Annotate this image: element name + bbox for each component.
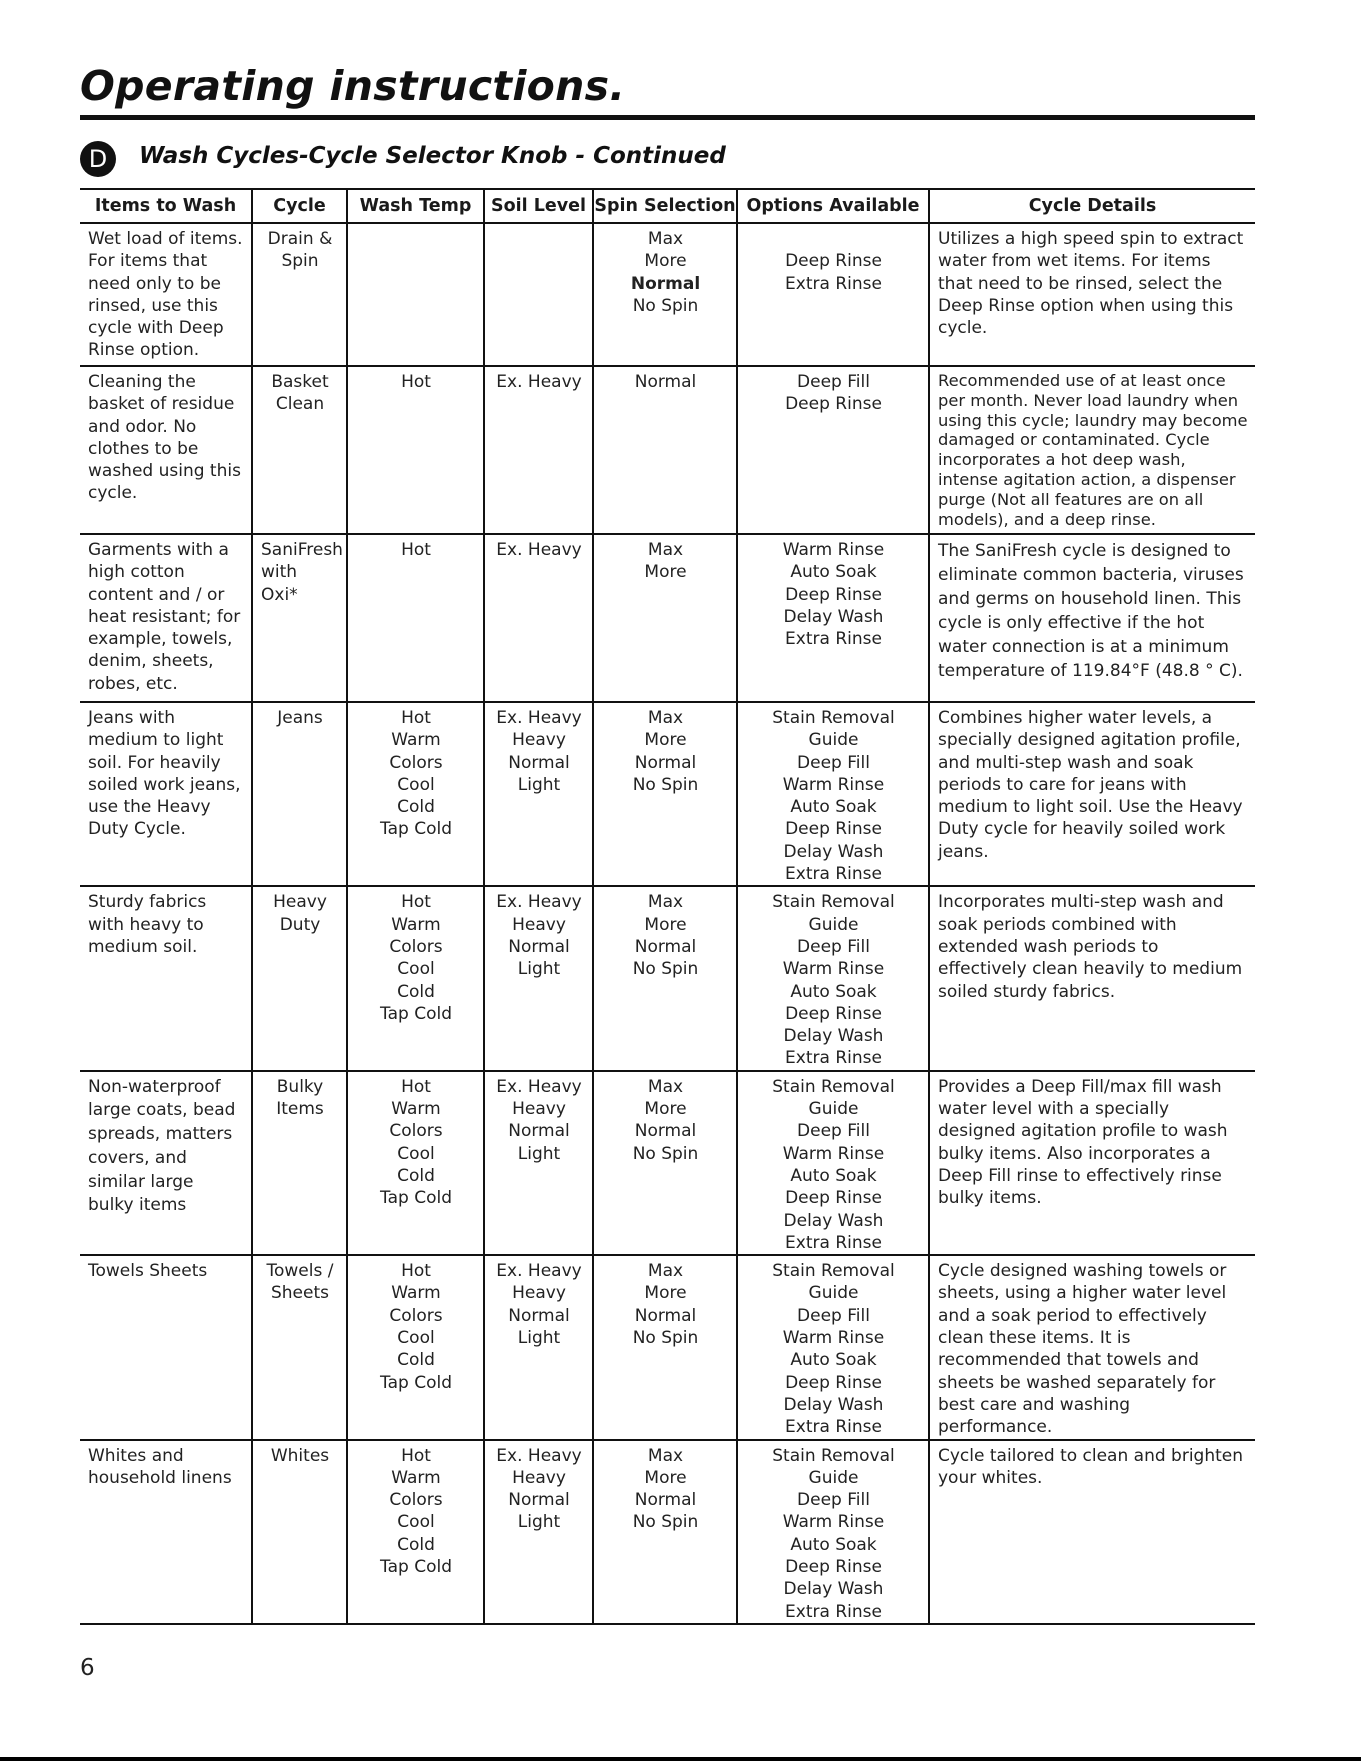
- list-item: Normal: [634, 1121, 697, 1142]
- list-item: Tap Cold: [380, 819, 452, 840]
- list-item: No Spin: [632, 959, 699, 980]
- header-items-to-wash: Items to Wash: [80, 189, 252, 223]
- list-item: Tap Cold: [380, 1556, 452, 1577]
- soil-level-cell: [484, 1440, 593, 1624]
- list-item: Ex. Heavy: [496, 708, 582, 728]
- table-row: [80, 366, 1255, 534]
- items-cell: Cleaning the basket of residue and odor. No clothes to be washed using this cycle.: [80, 366, 252, 534]
- list-item: Auto Soak: [790, 1165, 877, 1186]
- list-item: Cold: [397, 797, 435, 818]
- list-item: Hot: [401, 540, 431, 560]
- cycle-cell: SaniFresh with Oxi*: [252, 534, 347, 702]
- list-item: Light: [517, 774, 561, 795]
- list-item: Cool: [397, 1143, 435, 1164]
- list-item: Extra Rinse: [785, 1048, 882, 1069]
- list-item: Deep Fill: [797, 1121, 870, 1142]
- list-item: Colors: [389, 936, 443, 957]
- list-item: Extra Rinse: [785, 1232, 882, 1253]
- cycle-cell: Heavy Duty: [252, 886, 347, 1070]
- list-item: Deep Rinse: [785, 1003, 882, 1024]
- list-item: Deep Fill: [797, 936, 870, 957]
- list-item: More: [644, 251, 687, 272]
- list-item: More: [644, 562, 687, 583]
- spin-cell: [593, 534, 737, 702]
- list-item: Colors: [389, 1490, 443, 1511]
- wash-temp-cell: [347, 886, 484, 1070]
- soil-level-cell: [484, 366, 593, 534]
- list-item: Hot: [401, 1445, 431, 1466]
- list-item: Extra Rinse: [785, 273, 882, 294]
- options-cell: [737, 886, 929, 1070]
- list-item: Ex. Heavy: [496, 892, 582, 913]
- list-item: Extra Rinse: [785, 1601, 882, 1622]
- spin-cell: [593, 1071, 737, 1255]
- list-item: Ex. Heavy: [496, 1076, 582, 1097]
- list-item: Ex. Heavy: [496, 1261, 582, 1282]
- list-item: Deep Rinse: [785, 584, 882, 605]
- list-item: Extra Rinse: [785, 1417, 882, 1438]
- list-item: No Spin: [632, 774, 699, 795]
- list-item: Auto Soak: [790, 562, 877, 583]
- header-row: [80, 189, 1255, 223]
- options-cell: [737, 702, 929, 886]
- list-item: Auto Soak: [790, 981, 877, 1002]
- list-item: Cool: [397, 774, 435, 795]
- page-title: Operating instructions.: [80, 62, 626, 110]
- list-item: Warm Rinse: [782, 540, 885, 560]
- list-item: Delay Wash: [783, 1210, 884, 1231]
- list-item: Warm: [391, 1099, 441, 1120]
- page-number: 6: [80, 1655, 95, 1681]
- wash-temp-cell: [347, 1440, 484, 1624]
- list-item: Hot: [401, 1076, 431, 1097]
- soil-level-cell: [484, 534, 593, 702]
- list-item: Cold: [397, 981, 435, 1002]
- wash-temp-cell: [347, 1255, 484, 1439]
- list-item: Deep Fill: [797, 1305, 870, 1326]
- cycle-cell: Whites: [252, 1440, 347, 1624]
- items-cell: Non-waterproof large coats, bead spreads, matters covers, and similar large bulky items: [80, 1071, 252, 1255]
- list-item: Extra Rinse: [785, 629, 882, 650]
- table-row: [80, 1071, 1255, 1255]
- list-item: Normal: [634, 752, 697, 773]
- list-item: Auto Soak: [790, 1350, 877, 1371]
- list-item: Deep Fill: [797, 752, 870, 773]
- items-cell: Whites and household linens: [80, 1440, 252, 1624]
- table-row: [80, 1440, 1255, 1624]
- list-item: Delay Wash: [783, 606, 884, 627]
- list-item: Normal: [634, 372, 697, 392]
- list-item: No Spin: [632, 295, 699, 316]
- list-item: Hot: [401, 372, 431, 392]
- list-item: Max: [647, 229, 684, 249]
- list-item: Warm Rinse: [782, 1328, 885, 1349]
- list-item: More: [644, 730, 687, 751]
- list-item: Normal: [508, 1121, 570, 1142]
- items-cell: Garments with a high cotton content and / or heat resistant; for example, towels, denim, sheets, robes, etc.: [80, 534, 252, 702]
- table-row: [80, 1255, 1255, 1439]
- soil-level-cell: [484, 886, 593, 1070]
- list-item: Tap Cold: [380, 1003, 452, 1024]
- cycle-cell: Drain & Spin: [252, 223, 347, 366]
- list-item: Cool: [397, 959, 435, 980]
- list-item: Cold: [397, 1534, 435, 1555]
- wash-temp-cell: [347, 1071, 484, 1255]
- options-cell: [737, 366, 929, 534]
- list-item: [746, 228, 921, 250]
- list-item: Deep Rinse: [785, 1556, 882, 1577]
- header-spin-selection: Spin Selection: [593, 189, 737, 223]
- list-item: Max: [647, 540, 684, 560]
- list-item: Warm: [391, 1283, 441, 1304]
- list-item: More: [644, 914, 687, 935]
- list-item: Stain Removal Guide: [772, 708, 895, 751]
- list-item: Stain Removal Guide: [772, 1445, 895, 1488]
- cycle-cell: Bulky Items: [252, 1071, 347, 1255]
- list-item: Cool: [397, 1328, 435, 1349]
- options-cell: [737, 1440, 929, 1624]
- list-item: Extra Rinse: [785, 864, 882, 885]
- list-item: Heavy: [512, 730, 566, 751]
- list-item: No Spin: [632, 1143, 699, 1164]
- table-row: [80, 702, 1255, 886]
- list-item: No Spin: [632, 1512, 699, 1533]
- list-item: Deep Rinse: [785, 394, 882, 415]
- options-cell: [737, 534, 929, 702]
- header-options-available: Options Available: [737, 189, 929, 223]
- list-item: Warm Rinse: [782, 774, 885, 795]
- list-item: Warm Rinse: [782, 1143, 885, 1164]
- list-item: No Spin: [632, 1328, 699, 1349]
- list-item: Ex. Heavy: [496, 1445, 582, 1466]
- list-item: Hot: [401, 1261, 431, 1282]
- list-item: Normal: [508, 1490, 570, 1511]
- list-item: Deep Rinse: [785, 819, 882, 840]
- list-item: Heavy: [512, 914, 566, 935]
- list-item: Heavy: [512, 1283, 566, 1304]
- list-item: Deep Rinse: [785, 251, 882, 272]
- details-cell: Recommended use of at least once per month. Never load laundry when using this cycle; laundry may become damaged or contaminated. Cycle incorporates a hot deep wash, intense agitation action, a dispenser purge (Not all features are on all models), and a deep rinse.: [929, 366, 1255, 534]
- list-item: Stain Removal Guide: [772, 892, 895, 935]
- list-item: Stain Removal Guide: [772, 1261, 895, 1304]
- items-cell: Sturdy fabrics with heavy to medium soil.: [80, 886, 252, 1070]
- list-item: Cool: [397, 1512, 435, 1533]
- list-item: Max: [647, 1261, 684, 1282]
- wash-temp-cell: [347, 534, 484, 702]
- list-item: Cold: [397, 1165, 435, 1186]
- list-item: Normal: [508, 936, 570, 957]
- details-cell: Combines higher water levels, a specially designed agitation profile, and multi-step wash and soak periods to care for jeans with medium to light soil. Use the Heavy Duty cycle for heavily soiled work jeans.: [929, 702, 1255, 886]
- options-cell: [737, 223, 929, 366]
- list-item: Deep Rinse: [785, 1372, 882, 1393]
- details-cell: The SaniFresh cycle is designed to eliminate common bacteria, viruses and germs on household linen. This cycle is only effective if the hot water connection is at a minimum temperature of 119.84°F (48.8 ° C).: [929, 534, 1255, 702]
- list-item: Max: [647, 1076, 684, 1097]
- list-item: Ex. Heavy: [496, 372, 582, 392]
- list-item: Heavy: [512, 1467, 566, 1488]
- header-cycle-details: Cycle Details: [929, 189, 1255, 223]
- header-cycle: Cycle: [252, 189, 347, 223]
- details-cell: Utilizes a high speed spin to extract water from wet items. For items that need to be rinsed, select the Deep Rinse option when using this cycle.: [929, 223, 1255, 366]
- list-item: Colors: [389, 752, 443, 773]
- header-soil-level: Soil Level: [484, 189, 593, 223]
- list-item: Normal: [630, 273, 701, 294]
- list-item: Warm: [391, 914, 441, 935]
- list-item: Auto Soak: [790, 797, 877, 818]
- list-item: More: [644, 1467, 687, 1488]
- list-item: Warm Rinse: [782, 959, 885, 980]
- list-item: Max: [647, 1445, 684, 1466]
- items-cell: Jeans with medium to light soil. For heavily soiled work jeans, use the Heavy Duty Cycle.: [80, 702, 252, 886]
- spin-cell: [593, 223, 737, 366]
- cycle-cell: Basket Clean: [252, 366, 347, 534]
- table-row: [80, 886, 1255, 1070]
- scan-edge: [0, 1757, 1361, 1761]
- list-item: Colors: [389, 1121, 443, 1142]
- list-item: Delay Wash: [783, 1026, 884, 1047]
- spin-cell: [593, 1255, 737, 1439]
- details-cell: Cycle tailored to clean and brighten your whites.: [929, 1440, 1255, 1624]
- wash-cycles-table: [80, 188, 1255, 1625]
- list-item: Deep Rinse: [785, 1188, 882, 1209]
- options-cell: [737, 1071, 929, 1255]
- spin-cell: [593, 702, 737, 886]
- list-item: Tap Cold: [380, 1188, 452, 1209]
- spin-cell: [593, 1440, 737, 1624]
- list-item: Cold: [397, 1350, 435, 1371]
- list-item: Normal: [634, 1305, 697, 1326]
- soil-level-cell: [484, 223, 593, 366]
- list-item: Hot: [401, 892, 431, 913]
- header-wash-temp: Wash Temp: [347, 189, 484, 223]
- list-item: Stain Removal Guide: [772, 1076, 895, 1120]
- list-item: Light: [517, 959, 561, 980]
- list-item: Warm: [391, 730, 441, 751]
- list-item: Warm Rinse: [782, 1512, 885, 1533]
- table-row: [80, 534, 1255, 702]
- spin-cell: [593, 366, 737, 534]
- list-item: Normal: [508, 752, 570, 773]
- list-item: Max: [647, 708, 684, 728]
- list-item: Tap Cold: [380, 1372, 452, 1393]
- list-item: Warm: [391, 1467, 441, 1488]
- list-item: Delay Wash: [783, 1394, 884, 1415]
- list-item: Colors: [389, 1305, 443, 1326]
- wash-temp-cell: [347, 702, 484, 886]
- list-item: Ex. Heavy: [496, 540, 582, 560]
- table-row: [80, 223, 1255, 366]
- details-cell: Cycle designed washing towels or sheets, using a higher water level and a soak period to effectively clean these items. It is recommended that towels and sheets be washed separately for best care and washing performance.: [929, 1255, 1255, 1439]
- wash-temp-cell: [347, 366, 484, 534]
- details-cell: Provides a Deep Fill/max fill wash water level with a specially designed agitation profile to wash bulky items. Also incorporates a Deep Fill rinse to effectively rinse bulky items.: [929, 1071, 1255, 1255]
- cycle-cell: Towels / Sheets: [252, 1255, 347, 1439]
- soil-level-cell: [484, 702, 593, 886]
- list-item: Normal: [508, 1305, 570, 1326]
- list-item: Light: [517, 1143, 561, 1164]
- list-item: Deep Fill: [797, 372, 870, 392]
- spin-cell: [593, 886, 737, 1070]
- list-item: Max: [647, 892, 684, 913]
- list-item: Deep Fill: [797, 1490, 870, 1511]
- soil-level-cell: [484, 1071, 593, 1255]
- section-title: Wash Cycles-Cycle Selector Knob - Continued: [139, 143, 726, 169]
- list-item: Normal: [634, 1490, 697, 1511]
- list-item: Light: [517, 1512, 561, 1533]
- options-cell: [737, 1255, 929, 1439]
- list-item: Hot: [401, 708, 431, 728]
- list-item: Delay Wash: [783, 1579, 884, 1600]
- list-item: Normal: [634, 936, 697, 957]
- list-item: More: [644, 1099, 687, 1120]
- list-item: Delay Wash: [783, 841, 884, 862]
- list-item: Heavy: [512, 1099, 566, 1120]
- list-item: Auto Soak: [790, 1534, 877, 1555]
- items-cell: Towels Sheets: [80, 1255, 252, 1439]
- list-item: More: [644, 1283, 687, 1304]
- section-badge: D: [80, 141, 116, 177]
- details-cell: Incorporates multi-step wash and soak periods combined with extended wash periods to effectively clean heavily to medium soiled sturdy fabrics.: [929, 886, 1255, 1070]
- list-item: Light: [517, 1328, 561, 1349]
- items-cell: Wet load of items. For items that need only to be rinsed, use this cycle with Deep Rinse option.: [88, 229, 243, 361]
- cycle-cell: Jeans: [252, 702, 347, 886]
- wash-temp-cell: [347, 223, 484, 366]
- soil-level-cell: [484, 1255, 593, 1439]
- title-rule: [80, 115, 1255, 120]
